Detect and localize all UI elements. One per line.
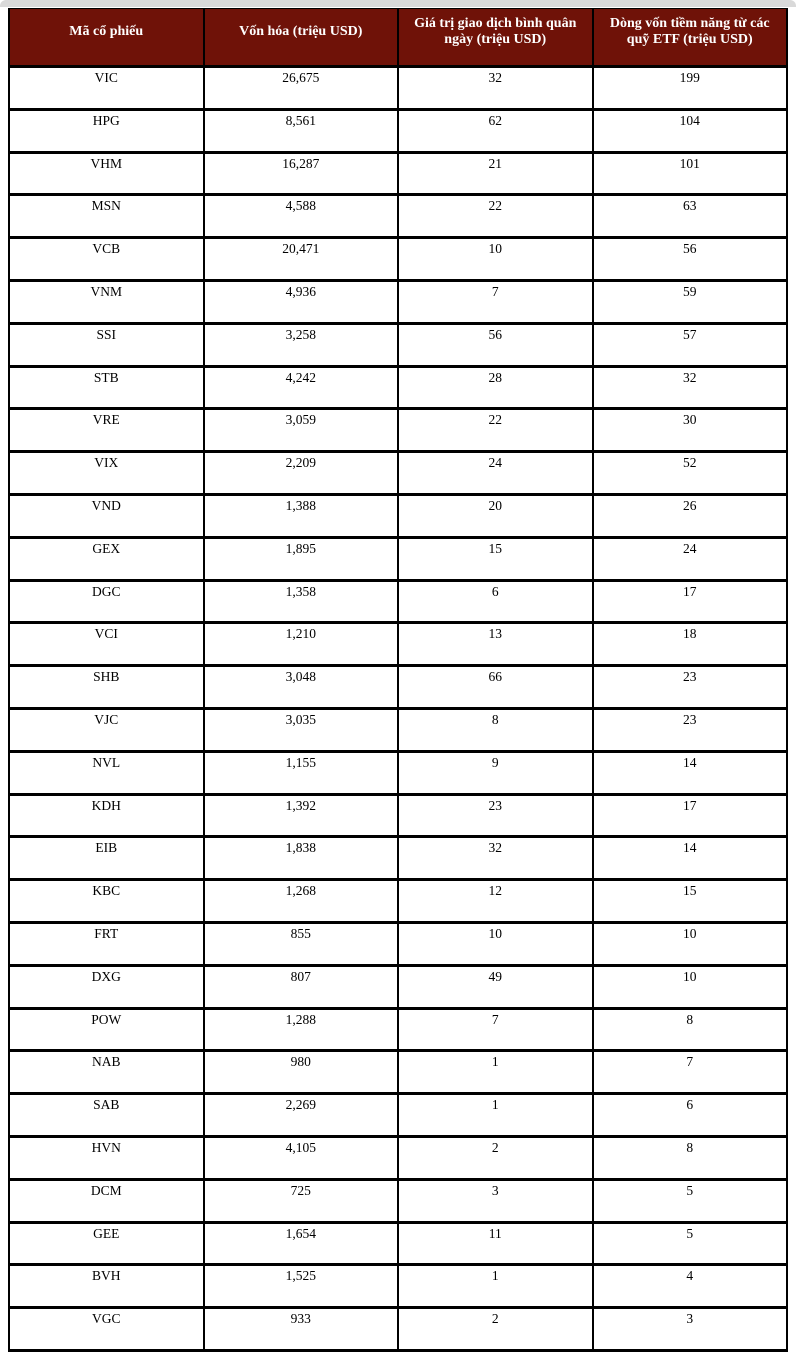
header-cell-stock-code xyxy=(9,9,204,67)
cell-market-cap: 1,358 xyxy=(204,580,399,623)
cell-market-cap: 20,471 xyxy=(204,238,399,281)
cell-avg-daily-value: 1 xyxy=(398,1051,593,1094)
table-row xyxy=(9,109,787,152)
table-row xyxy=(9,1179,787,1222)
cell-avg-daily-value: 24 xyxy=(398,452,593,495)
cell-stock-code: DCM xyxy=(9,1179,204,1222)
header-cell-market-cap xyxy=(204,9,399,67)
cell-avg-daily-value: 11 xyxy=(398,1222,593,1265)
cell-etf-flow: 63 xyxy=(593,195,788,238)
cell-avg-daily-value: 2 xyxy=(398,1136,593,1179)
cell-avg-daily-value: 10 xyxy=(398,238,593,281)
cell-avg-daily-value: 56 xyxy=(398,323,593,366)
cell-avg-daily-value: 32 xyxy=(398,67,593,110)
cell-market-cap: 933 xyxy=(204,1308,399,1351)
cell-market-cap: 1,288 xyxy=(204,1008,399,1051)
cell-stock-code: EIB xyxy=(9,837,204,880)
cell-etf-flow: 18 xyxy=(593,623,788,666)
cell-etf-flow: 59 xyxy=(593,280,788,323)
window-top-edge xyxy=(0,0,796,7)
cell-stock-code: HVN xyxy=(9,1136,204,1179)
cell-stock-code: VHM xyxy=(9,152,204,195)
cell-avg-daily-value: 2 xyxy=(398,1308,593,1351)
header-cell-etf-flow xyxy=(593,9,788,67)
cell-etf-flow: 24 xyxy=(593,537,788,580)
cell-market-cap: 980 xyxy=(204,1051,399,1094)
cell-stock-code: FRT xyxy=(9,922,204,965)
cell-etf-flow: 14 xyxy=(593,837,788,880)
cell-market-cap: 725 xyxy=(204,1179,399,1222)
cell-market-cap: 1,392 xyxy=(204,794,399,837)
cell-avg-daily-value: 1 xyxy=(398,1265,593,1308)
cell-stock-code: MSN xyxy=(9,195,204,238)
cell-avg-daily-value: 62 xyxy=(398,109,593,152)
cell-etf-flow: 14 xyxy=(593,751,788,794)
cell-avg-daily-value: 21 xyxy=(398,152,593,195)
cell-avg-daily-value: 22 xyxy=(398,409,593,452)
cell-market-cap: 8,561 xyxy=(204,109,399,152)
cell-stock-code: VRE xyxy=(9,409,204,452)
cell-stock-code: VIC xyxy=(9,67,204,110)
cell-stock-code: VGC xyxy=(9,1308,204,1351)
cell-market-cap: 1,155 xyxy=(204,751,399,794)
stock-table xyxy=(8,8,788,1352)
table-row xyxy=(9,837,787,880)
table-row xyxy=(9,238,787,281)
cell-avg-daily-value: 49 xyxy=(398,965,593,1008)
cell-market-cap: 26,675 xyxy=(204,67,399,110)
cell-avg-daily-value: 6 xyxy=(398,580,593,623)
cell-etf-flow: 56 xyxy=(593,238,788,281)
cell-stock-code: NAB xyxy=(9,1051,204,1094)
cell-etf-flow: 5 xyxy=(593,1222,788,1265)
cell-stock-code: VCB xyxy=(9,238,204,281)
cell-market-cap: 4,105 xyxy=(204,1136,399,1179)
header-label-etf-flow: Dòng vốn tiềm năng từ các quỹ ETF (triệu USD) xyxy=(609,16,770,47)
table-row xyxy=(9,452,787,495)
table-body xyxy=(9,67,787,1351)
table-row xyxy=(9,280,787,323)
cell-etf-flow: 15 xyxy=(593,880,788,923)
cell-stock-code: NVL xyxy=(9,751,204,794)
cell-market-cap: 4,588 xyxy=(204,195,399,238)
cell-stock-code: GEE xyxy=(9,1222,204,1265)
table-row xyxy=(9,580,787,623)
cell-market-cap: 16,287 xyxy=(204,152,399,195)
table-row xyxy=(9,1136,787,1179)
table-row xyxy=(9,922,787,965)
table-row xyxy=(9,623,787,666)
cell-avg-daily-value: 7 xyxy=(398,1008,593,1051)
cell-stock-code: STB xyxy=(9,366,204,409)
table-header xyxy=(9,9,787,67)
cell-etf-flow: 17 xyxy=(593,794,788,837)
cell-etf-flow: 3 xyxy=(593,1308,788,1351)
table-row xyxy=(9,537,787,580)
cell-etf-flow: 6 xyxy=(593,1094,788,1137)
cell-avg-daily-value: 22 xyxy=(398,195,593,238)
cell-market-cap: 1,838 xyxy=(204,837,399,880)
cell-etf-flow: 52 xyxy=(593,452,788,495)
cell-stock-code: DGC xyxy=(9,580,204,623)
table-row xyxy=(9,880,787,923)
table-row xyxy=(9,1308,787,1351)
cell-market-cap: 2,269 xyxy=(204,1094,399,1137)
table-row xyxy=(9,152,787,195)
cell-etf-flow: 10 xyxy=(593,965,788,1008)
cell-stock-code: KBC xyxy=(9,880,204,923)
cell-stock-code: SSI xyxy=(9,323,204,366)
table-row xyxy=(9,1265,787,1308)
table-row xyxy=(9,1051,787,1094)
cell-market-cap: 1,268 xyxy=(204,880,399,923)
cell-stock-code: SHB xyxy=(9,666,204,709)
table-row xyxy=(9,67,787,110)
cell-avg-daily-value: 23 xyxy=(398,794,593,837)
table-row xyxy=(9,751,787,794)
cell-etf-flow: 5 xyxy=(593,1179,788,1222)
cell-stock-code: POW xyxy=(9,1008,204,1051)
header-label-market-cap: Vốn hóa (triệu USD) xyxy=(239,24,363,39)
cell-etf-flow: 104 xyxy=(593,109,788,152)
cell-market-cap: 1,525 xyxy=(204,1265,399,1308)
cell-stock-code: VND xyxy=(9,494,204,537)
cell-stock-code: KDH xyxy=(9,794,204,837)
cell-etf-flow: 10 xyxy=(593,922,788,965)
table-row xyxy=(9,794,787,837)
cell-etf-flow: 7 xyxy=(593,1051,788,1094)
table-row xyxy=(9,1094,787,1137)
cell-avg-daily-value: 66 xyxy=(398,666,593,709)
cell-avg-daily-value: 1 xyxy=(398,1094,593,1137)
cell-stock-code: VJC xyxy=(9,708,204,751)
header-cell-avg-daily-value xyxy=(398,9,593,67)
table-row xyxy=(9,195,787,238)
header-label-stock-code: Mã cổ phiếu xyxy=(69,24,144,39)
cell-etf-flow: 17 xyxy=(593,580,788,623)
table-row xyxy=(9,409,787,452)
cell-etf-flow: 57 xyxy=(593,323,788,366)
cell-market-cap: 4,242 xyxy=(204,366,399,409)
cell-avg-daily-value: 10 xyxy=(398,922,593,965)
cell-market-cap: 807 xyxy=(204,965,399,1008)
cell-stock-code: VIX xyxy=(9,452,204,495)
table-row xyxy=(9,965,787,1008)
cell-avg-daily-value: 20 xyxy=(398,494,593,537)
cell-market-cap: 1,895 xyxy=(204,537,399,580)
header-label-avg-daily-value: Giá trị giao dịch bình quân ngày (triệu USD) xyxy=(414,16,577,47)
table-row xyxy=(9,708,787,751)
cell-etf-flow: 101 xyxy=(593,152,788,195)
cell-market-cap: 3,258 xyxy=(204,323,399,366)
cell-etf-flow: 26 xyxy=(593,494,788,537)
cell-market-cap: 4,936 xyxy=(204,280,399,323)
cell-market-cap: 3,048 xyxy=(204,666,399,709)
table-row xyxy=(9,366,787,409)
cell-avg-daily-value: 8 xyxy=(398,708,593,751)
table-row xyxy=(9,666,787,709)
cell-market-cap: 1,210 xyxy=(204,623,399,666)
cell-avg-daily-value: 32 xyxy=(398,837,593,880)
cell-avg-daily-value: 9 xyxy=(398,751,593,794)
cell-stock-code: VNM xyxy=(9,280,204,323)
cell-etf-flow: 32 xyxy=(593,366,788,409)
cell-etf-flow: 8 xyxy=(593,1008,788,1051)
cell-market-cap: 1,388 xyxy=(204,494,399,537)
cell-stock-code: BVH xyxy=(9,1265,204,1308)
cell-etf-flow: 23 xyxy=(593,666,788,709)
header-row xyxy=(9,9,787,67)
cell-avg-daily-value: 7 xyxy=(398,280,593,323)
cell-market-cap: 3,059 xyxy=(204,409,399,452)
cell-avg-daily-value: 3 xyxy=(398,1179,593,1222)
cell-market-cap: 1,654 xyxy=(204,1222,399,1265)
table-row xyxy=(9,494,787,537)
cell-etf-flow: 23 xyxy=(593,708,788,751)
table-row xyxy=(9,1222,787,1265)
cell-stock-code: VCI xyxy=(9,623,204,666)
cell-market-cap: 2,209 xyxy=(204,452,399,495)
cell-market-cap: 3,035 xyxy=(204,708,399,751)
cell-avg-daily-value: 28 xyxy=(398,366,593,409)
cell-etf-flow: 8 xyxy=(593,1136,788,1179)
cell-stock-code: HPG xyxy=(9,109,204,152)
cell-etf-flow: 30 xyxy=(593,409,788,452)
table-row xyxy=(9,323,787,366)
cell-avg-daily-value: 12 xyxy=(398,880,593,923)
cell-avg-daily-value: 13 xyxy=(398,623,593,666)
cell-etf-flow: 199 xyxy=(593,67,788,110)
cell-stock-code: SAB xyxy=(9,1094,204,1137)
cell-market-cap: 855 xyxy=(204,922,399,965)
table-row xyxy=(9,1008,787,1051)
cell-etf-flow: 4 xyxy=(593,1265,788,1308)
cell-stock-code: DXG xyxy=(9,965,204,1008)
cell-stock-code: GEX xyxy=(9,537,204,580)
cell-avg-daily-value: 15 xyxy=(398,537,593,580)
